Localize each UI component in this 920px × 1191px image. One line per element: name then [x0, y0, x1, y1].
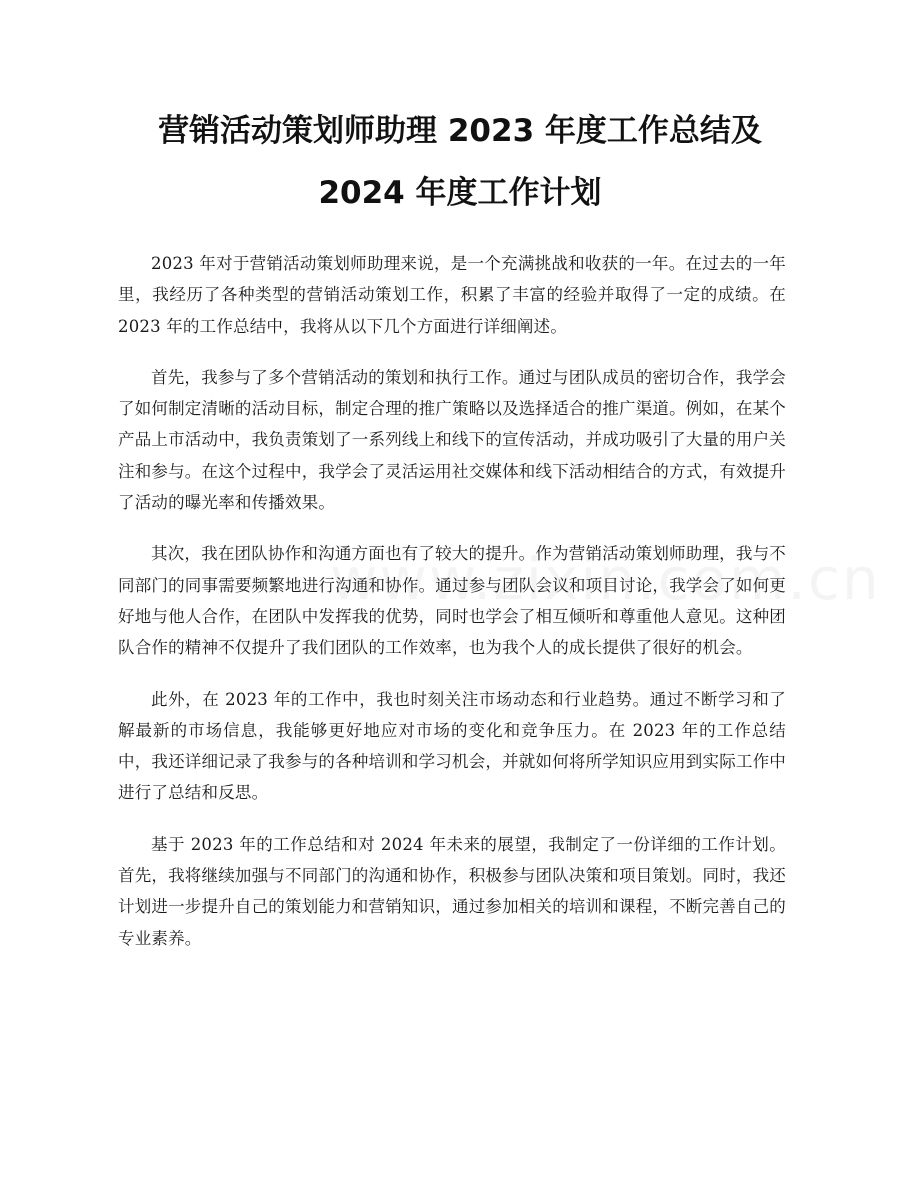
document-title	[80, 100, 840, 224]
paragraph-intro: 2023 年对于营销活动策划师助理来说，是一个充满挑战和收获的一年。在过去的一年里，我经历了各种类型的营销活动策划工作，积累了丰富的经验并取得了一定的成绩。在 2023 年的工作总结中，我将从以下几个方面进行详细阐述。	[118, 254, 786, 336]
document-body	[118, 248, 786, 974]
title-line-1: 营销活动策划师助理 2023 年度工作总结及	[158, 113, 762, 149]
paragraph-market-trends: 此外，在 2023 年的工作中，我也时刻关注市场动态和行业趋势。通过不断学习和了解最新的市场信息，我能够更好地应对市场的变化和竞争压力。在 2023 年的工作总结中，我还详细记录了我参与的各种培训和学习机会，并就如何将所学知识应用到实际工作中进行了总结和反思。	[118, 689, 786, 803]
title-line-2: 2024 年度工作计划	[318, 175, 602, 211]
paragraph-campaign-planning: 首先，我参与了多个营销活动的策划和执行工作。通过与团队成员的密切合作，我学会了如何制定清晰的活动目标，制定合理的推广策略以及选择适合的推广渠道。例如，在某个产品上市活动中，我负责策划了一系列线上和线下的宣传活动，并成功吸引了大量的用户关注和参与。在这个过程中，我学会了灵活运用社交媒体和线下活动相结合的方式，有效提升了活动的曝光率和传播效果。	[118, 367, 786, 513]
paragraph-work-plan: 基于 2023 年的工作总结和对 2024 年未来的展望，我制定了一份详细的工作计划。首先，我将继续加强与不同部门的沟通和协作，积极参与团队决策和项目策划。同时，我还计划进一步提升自己的策划能力和营销知识，通过参加相关的培训和课程，不断完善自己的专业素养。	[118, 834, 786, 948]
paragraph-teamwork: 其次，我在团队协作和沟通方面也有了较大的提升。作为营销活动策划师助理，我与不同部门的同事需要频繁地进行沟通和协作。通过参与团队会议和项目讨论，我学会了如何更好地与他人合作，在团队中发挥我的优势，同时也学会了相互倾听和尊重他人意见。这种团队合作的精神不仅提升了我们团队的工作效率，也为我个人的成长提供了很好的机会。	[118, 544, 786, 658]
